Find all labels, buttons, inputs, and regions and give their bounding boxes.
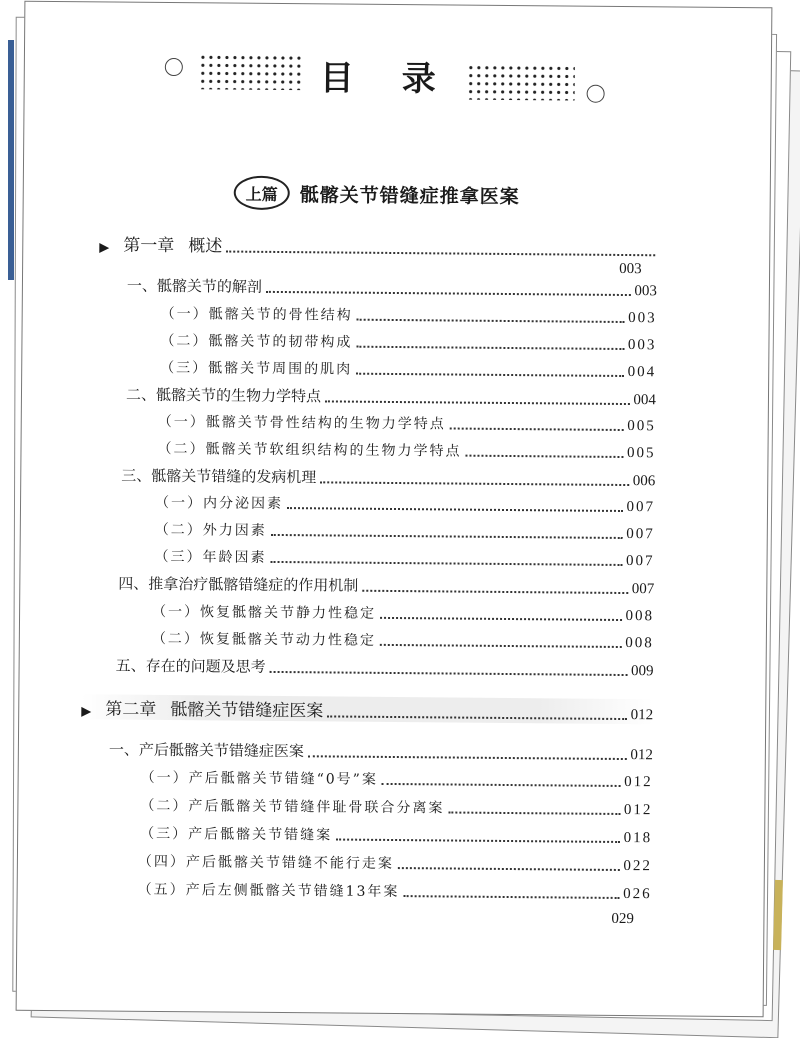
triangle-marker-icon: ▶ <box>99 240 110 256</box>
chapter-name: 骶髂关节错缝症医案 <box>170 700 324 722</box>
dot-leader <box>327 715 627 720</box>
dot-leader <box>380 644 622 648</box>
toc-entry[interactable]: （三）产后骶髂关节错缝案 018 <box>140 825 653 847</box>
dot-leader <box>357 319 625 323</box>
dot-leader <box>356 346 624 350</box>
dot-leader <box>320 481 628 486</box>
dot-leader <box>287 507 623 512</box>
dot-leader <box>450 427 624 431</box>
toc-entry[interactable]: （二）恢复骶髂关节动力性稳定 008 <box>151 630 654 652</box>
toc-chapter-1[interactable] <box>99 230 659 260</box>
back-page-edge <box>773 880 783 950</box>
toc-entry[interactable]: 一、骶髂关节的解剖 003 <box>126 276 657 300</box>
toc-entry[interactable]: （二）骶髂关节软组织结构的生物力学特点 005 <box>157 440 656 462</box>
toc-entry[interactable]: （一）骶髂关节的骨性结构 003 <box>160 305 657 327</box>
toc-page-number: 029 <box>611 910 635 928</box>
dot-leader <box>398 867 620 871</box>
toc-entry[interactable]: （三）年龄因素 007 <box>154 548 655 570</box>
toc-entry[interactable]: （二）产后骶髂关节错缝伴耻骨联合分离案 012 <box>140 797 653 819</box>
dot-leader <box>336 839 620 843</box>
ring-icon <box>587 85 605 103</box>
dot-leader <box>465 455 623 458</box>
toc-entry[interactable]: 三、骶髂关节错缝的发病机理 006 <box>121 466 656 490</box>
chapter-label: 第二章 <box>105 699 157 720</box>
chapter-label: 第一章 <box>123 235 175 257</box>
toc-page <box>16 1 773 1017</box>
dot-pattern <box>199 53 303 90</box>
title-banner <box>165 43 606 107</box>
toc-entry[interactable]: （一）骶髂关节骨性结构的生物力学特点 005 <box>157 413 656 435</box>
part-heading <box>234 176 520 212</box>
ring-icon <box>165 58 183 76</box>
back-page-edge <box>8 40 14 280</box>
toc-entry[interactable]: 一、产后骶髂关节错缝症医案 012 <box>108 740 653 764</box>
dot-leader <box>403 895 619 899</box>
dot-leader <box>270 671 627 676</box>
dot-leader <box>382 783 620 787</box>
dot-leader <box>325 400 629 405</box>
toc-page-number: 003 <box>619 260 642 278</box>
toc-chapter-2[interactable] <box>81 694 653 724</box>
toc-entry[interactable]: （一）内分泌因素 007 <box>154 494 656 516</box>
dot-leader <box>226 251 655 257</box>
toc-entry[interactable]: 二、骶髂关节的生物力学特点 004 <box>125 385 657 409</box>
dot-leader <box>271 561 623 566</box>
toc-page-number: 012 <box>630 707 654 724</box>
toc-entry[interactable]: （一）恢复骶髂关节静力性稳定 008 <box>152 603 655 625</box>
dot-pattern <box>467 64 575 101</box>
chapter-name: 概述 <box>188 236 223 257</box>
dot-leader <box>271 534 623 539</box>
dot-leader <box>266 291 630 296</box>
toc-entry[interactable]: （一）产后骶髂关节错缝“0号”案 012 <box>140 769 653 791</box>
toc-entry[interactable]: （二）外力因素 007 <box>154 521 655 543</box>
part-title: 骶髂关节错缝症推拿医案 <box>299 183 520 208</box>
dot-leader <box>448 811 620 814</box>
toc-entry[interactable]: （五）产后左侧骶髂关节错缝13年案 026 <box>137 881 652 903</box>
dot-leader <box>380 617 622 621</box>
part-badge: 上篇 <box>234 176 290 210</box>
triangle-marker-icon: ▶ <box>81 704 92 720</box>
toc-entry[interactable]: （四）产后骶髂关节错缝不能行走案 022 <box>137 853 652 875</box>
toc-entry[interactable]: （二）骶髂关节的韧带构成 003 <box>160 332 657 354</box>
dot-leader <box>308 755 626 760</box>
toc-entry[interactable]: 四、推拿治疗骶髂错缝症的作用机制 007 <box>118 574 655 598</box>
toc-entry[interactable]: 五、存在的问题及思考 009 <box>115 656 654 680</box>
dot-leader <box>362 590 627 594</box>
page-title: 目 录 <box>319 58 454 100</box>
dot-leader <box>356 373 624 377</box>
toc-entry[interactable]: （三）骶髂关节周围的肌肉 004 <box>160 359 657 381</box>
